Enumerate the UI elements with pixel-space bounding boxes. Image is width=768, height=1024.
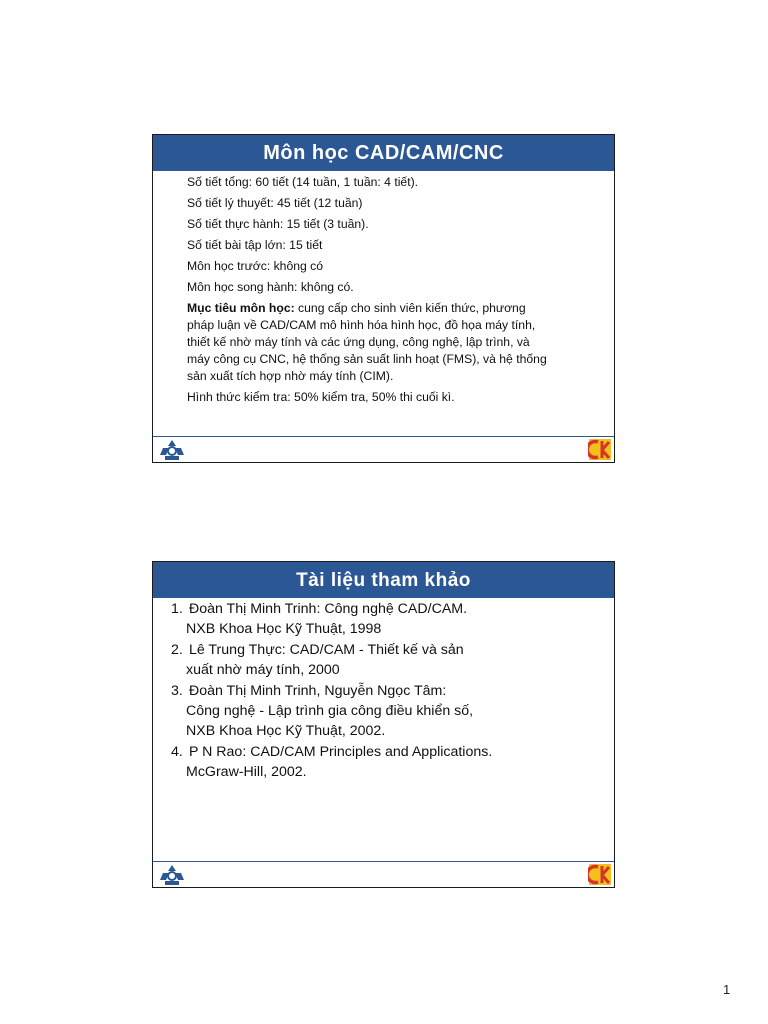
objective-line: pháp luận về CAD/CAM mô hình hóa hình học, đồ họa máy tính,	[187, 318, 536, 332]
reference-line: P N Rao: CAD/CAM Principles and Applications.	[188, 743, 493, 760]
reference-line: Lê Trung Thực: CAD/CAM - Thiết kế và sản	[188, 641, 464, 658]
page-number: 1	[723, 982, 731, 997]
reference-item	[171, 640, 594, 681]
exam-format: Hình thức kiểm tra: 50% kiểm tra, 50% thi cuối kì.	[187, 390, 455, 404]
faculty-logo-icon	[588, 438, 612, 461]
course-info-body	[153, 171, 614, 406]
objective-line: sản xuất tích hợp nhờ máy tính (CIM).	[187, 369, 394, 383]
info-line: Số tiết lý thuyết: 45 tiết (12 tuần)	[187, 196, 363, 210]
reference-line: Đoàn Thị Minh Trinh: Công nghệ CAD/CAM.	[188, 601, 468, 617]
course-objective	[187, 300, 596, 385]
reference-number: 2.	[171, 641, 183, 658]
reference-number: 4.	[171, 743, 183, 760]
faculty-logo-icon	[588, 863, 612, 886]
objective-line: thiết kế nhờ máy tính và các ứng dụng, công nghệ, lập trình, và	[187, 335, 530, 349]
slide-title: Tài liệu tham khảo	[153, 562, 614, 598]
info-line: Số tiết tổng: 60 tiết (14 tuần, 1 tuần: 4 tiết).	[187, 175, 419, 189]
slide-footer	[153, 436, 614, 462]
reference-number: 3.	[171, 682, 183, 699]
reference-item	[171, 681, 594, 742]
slide-references	[152, 561, 615, 888]
reference-item	[171, 742, 594, 783]
objective-text: cung cấp cho sinh viên kiến thức, phương	[298, 301, 526, 315]
info-line: Số tiết thực hành: 15 tiết (3 tuần).	[187, 217, 369, 231]
objective-label: Mục tiêu môn học:	[187, 301, 295, 315]
university-logo-icon	[159, 864, 185, 886]
reference-line: xuất nhờ máy tính, 2000	[186, 662, 340, 679]
reference-line: NXB Khoa Học Kỹ Thuật, 2002.	[186, 723, 386, 740]
reference-line: NXB Khoa Học Kỹ Thuật, 1998	[186, 621, 382, 638]
slide-footer	[153, 861, 614, 887]
references-list	[153, 598, 614, 783]
info-line: Môn học song hành: không có.	[187, 280, 354, 294]
slide-title: Môn học CAD/CAM/CNC	[153, 135, 614, 171]
info-line: Số tiết bài tập lớn: 15 tiết	[187, 238, 323, 252]
reference-line: McGraw-Hill, 2002.	[186, 764, 307, 781]
reference-number: 1.	[171, 601, 183, 617]
slide-course-info	[152, 134, 615, 463]
info-line: Môn học trước: không có	[187, 259, 324, 273]
reference-line: Đoàn Thị Minh Trinh, Nguyễn Ngọc Tâm:	[188, 682, 447, 699]
reference-item	[171, 599, 594, 640]
reference-line: Công nghệ - Lập trình gia công điều khiển số,	[186, 703, 474, 720]
objective-line: máy công cụ CNC, hệ thống sản suất linh hoạt (FMS), và hệ thống	[187, 352, 547, 366]
university-logo-icon	[159, 439, 185, 461]
